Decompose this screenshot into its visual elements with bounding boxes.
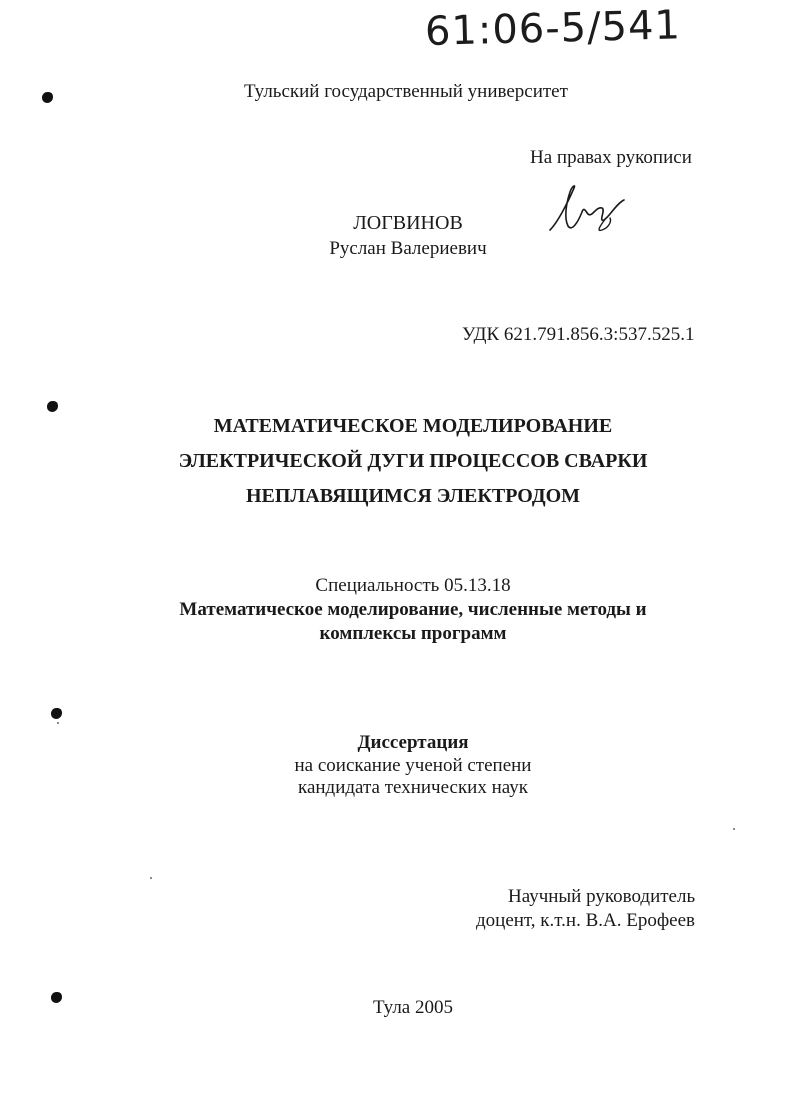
scan-speck <box>57 722 59 724</box>
university-name: Тульский государственный университет <box>244 81 568 102</box>
author-given-names: Руслан Валериевич <box>329 238 487 259</box>
handwritten-archive-number: 61:06-5/541 <box>424 2 682 55</box>
title-line-3: НЕПЛАВЯЩИМСЯ ЭЛЕКТРОДОМ <box>245 485 581 507</box>
specialty-name <box>0 598 798 646</box>
author-surname: ЛОГВИНОВ <box>353 212 463 234</box>
title-line-2: ЭЛЕКТРИЧЕСКОЙ ДУГИ ПРОЦЕССОВ СВАРКИ <box>178 450 648 472</box>
specialty-name-line-1: Математическое моделирование, численные методы и <box>179 599 647 620</box>
dissertation-label: Диссертация <box>357 732 469 753</box>
scan-speck <box>150 877 152 879</box>
udk-code: УДК 621.791.856.3:537.525.1 <box>462 324 695 345</box>
supervisor-label: Научный руководитель <box>508 886 696 907</box>
degree-line-2: кандидата технических наук <box>298 777 528 798</box>
city-year: Тула 2005 <box>373 997 453 1018</box>
title-line-1: МАТЕМАТИЧЕСКОЕ МОДЕЛИРОВАНИЕ <box>213 415 613 437</box>
specialty-code: Специальность 05.13.18 <box>315 575 511 596</box>
binding-hole-mark-1 <box>42 92 53 103</box>
supervisor-name: доцент, к.т.н. В.А. Ерофеев <box>476 910 695 931</box>
specialty-name-line-2: комплексы программ <box>319 623 507 644</box>
degree-line-1: на соискание ученой степени <box>294 755 532 776</box>
rights-note: На правах рукописи <box>530 147 692 168</box>
dissertation-title <box>0 409 798 514</box>
scan-speck <box>733 828 735 830</box>
binding-hole-mark-3 <box>51 708 62 719</box>
